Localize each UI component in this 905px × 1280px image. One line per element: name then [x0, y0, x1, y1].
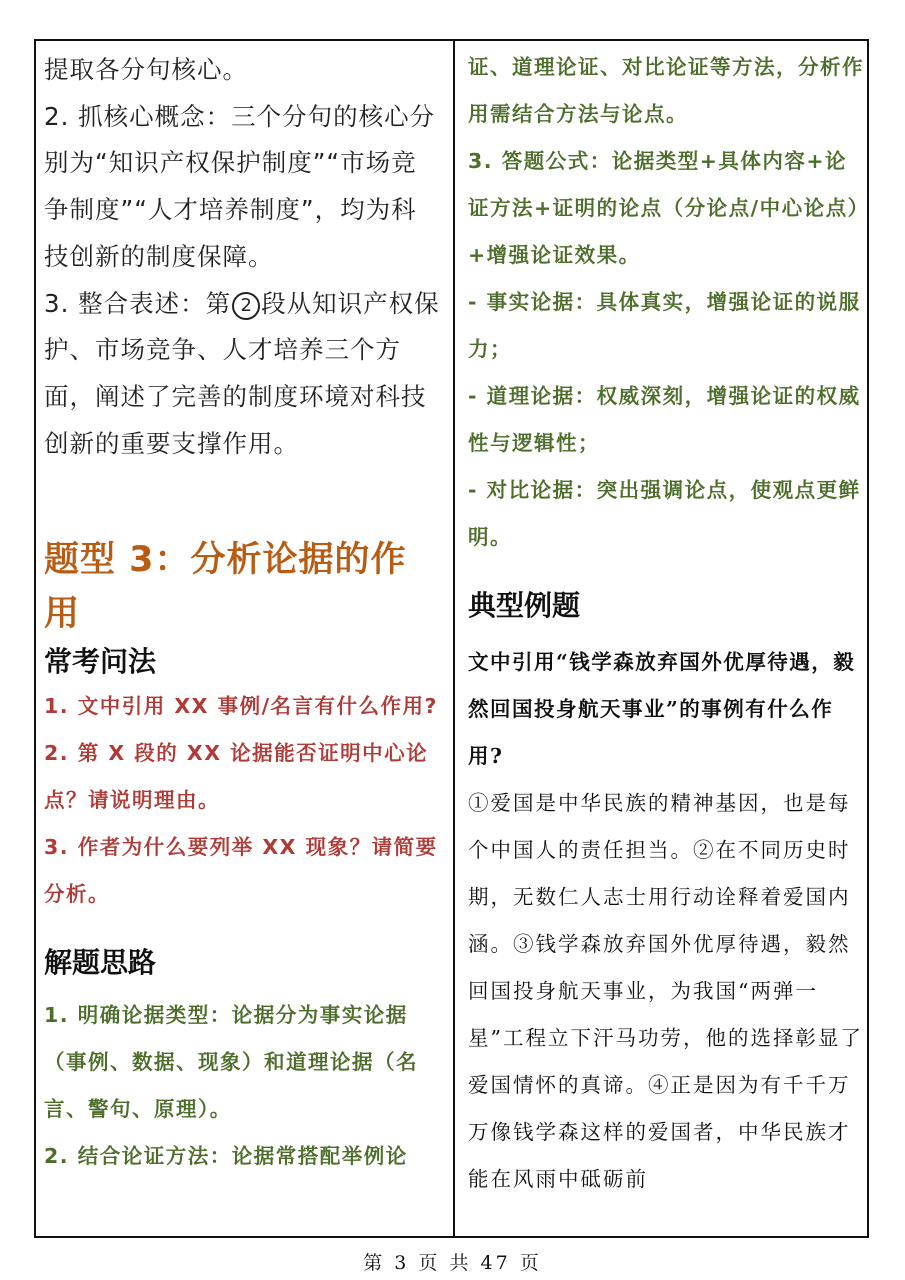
approach-item: 2. 结合论证方法：论据常搭配举例论 — [44, 1144, 408, 1169]
common-questions-heading: 常考问法 — [44, 645, 157, 679]
bullet-item: - 事实论据：具体真实，增强论证的说服力； — [468, 290, 861, 361]
column-divider — [453, 39, 455, 1238]
right-column — [468, 40, 864, 1203]
intro-text: 提取各分句核心。 — [44, 55, 248, 84]
example-heading: 典型例题 — [468, 589, 581, 622]
example-passage: ①爱国是中华民族的精神基因，也是每个中国人的责任担当。②在不同历史时期，无数仁人志士用行动诠释着爱国内涵。③钱学森放弃国外优厚待遇，毅然回国投身航天事业，为我国“两弹一星”工程立下汗马功劳，他的选择彰显了爱国情怀的真谛。④正是因为有千千万万像钱学森这样的爱国者，中华民族才能在风雨中砥砺前 — [468, 791, 863, 1191]
point-3-after: 段从知识产权保护、市场竞争、人才培养三个方面，阐述了完善的制度环境对科技创新的重要支撑作用。 — [44, 288, 440, 458]
page-number: 第 3 页 共 47 页 — [363, 1252, 542, 1274]
point-2-text: 2. 抓核心概念：三个分句的核心分别为“知识产权保护制度”“市场竞争制度”“人才培养制度”，均为科技创新的制度保障。 — [44, 101, 436, 271]
question-item: 3. 作者为什么要列举 XX 现象？请简要分析。 — [44, 835, 438, 907]
point-3-text — [44, 281, 440, 468]
answer-formula: 3. 答题公式：论据类型+具体内容+论证方法+证明的论点（分论点/中心论点）+增强论证效果。 — [468, 149, 860, 267]
circled-number: 2 — [232, 292, 260, 320]
bullet-item: - 对比论据：突出强调论点，使观点更鲜明。 — [468, 478, 861, 549]
approach-continued: 证、道理论证、对比论证等方法，分析作用需结合方法与论点。 — [468, 55, 864, 126]
question-item: 2. 第 X 段的 XX 论据能否证明中心论点？请说明理由。 — [44, 741, 429, 813]
approach-heading: 解题思路 — [44, 946, 157, 980]
bullet-item: - 道理论据：权威深刻，增强论证的权威性与逻辑性； — [468, 384, 861, 455]
point-3-before: 3. 整合表述：第 — [44, 288, 232, 318]
example-question: 文中引用“钱学森放弃国外优厚待遇，毅然回国投身航天事业”的事例有什么作用? — [468, 650, 856, 768]
question-item: 1. 文中引用 XX 事例/名言有什么作用? — [44, 694, 438, 719]
left-column — [44, 40, 440, 1180]
section-title: 题型 3：分析论据的作用 — [44, 540, 407, 635]
approach-item: 1. 明确论据类型：论据分为事实论据（事例、数据、现象）和道理论据（名言、警句、原理）。 — [44, 1003, 418, 1122]
